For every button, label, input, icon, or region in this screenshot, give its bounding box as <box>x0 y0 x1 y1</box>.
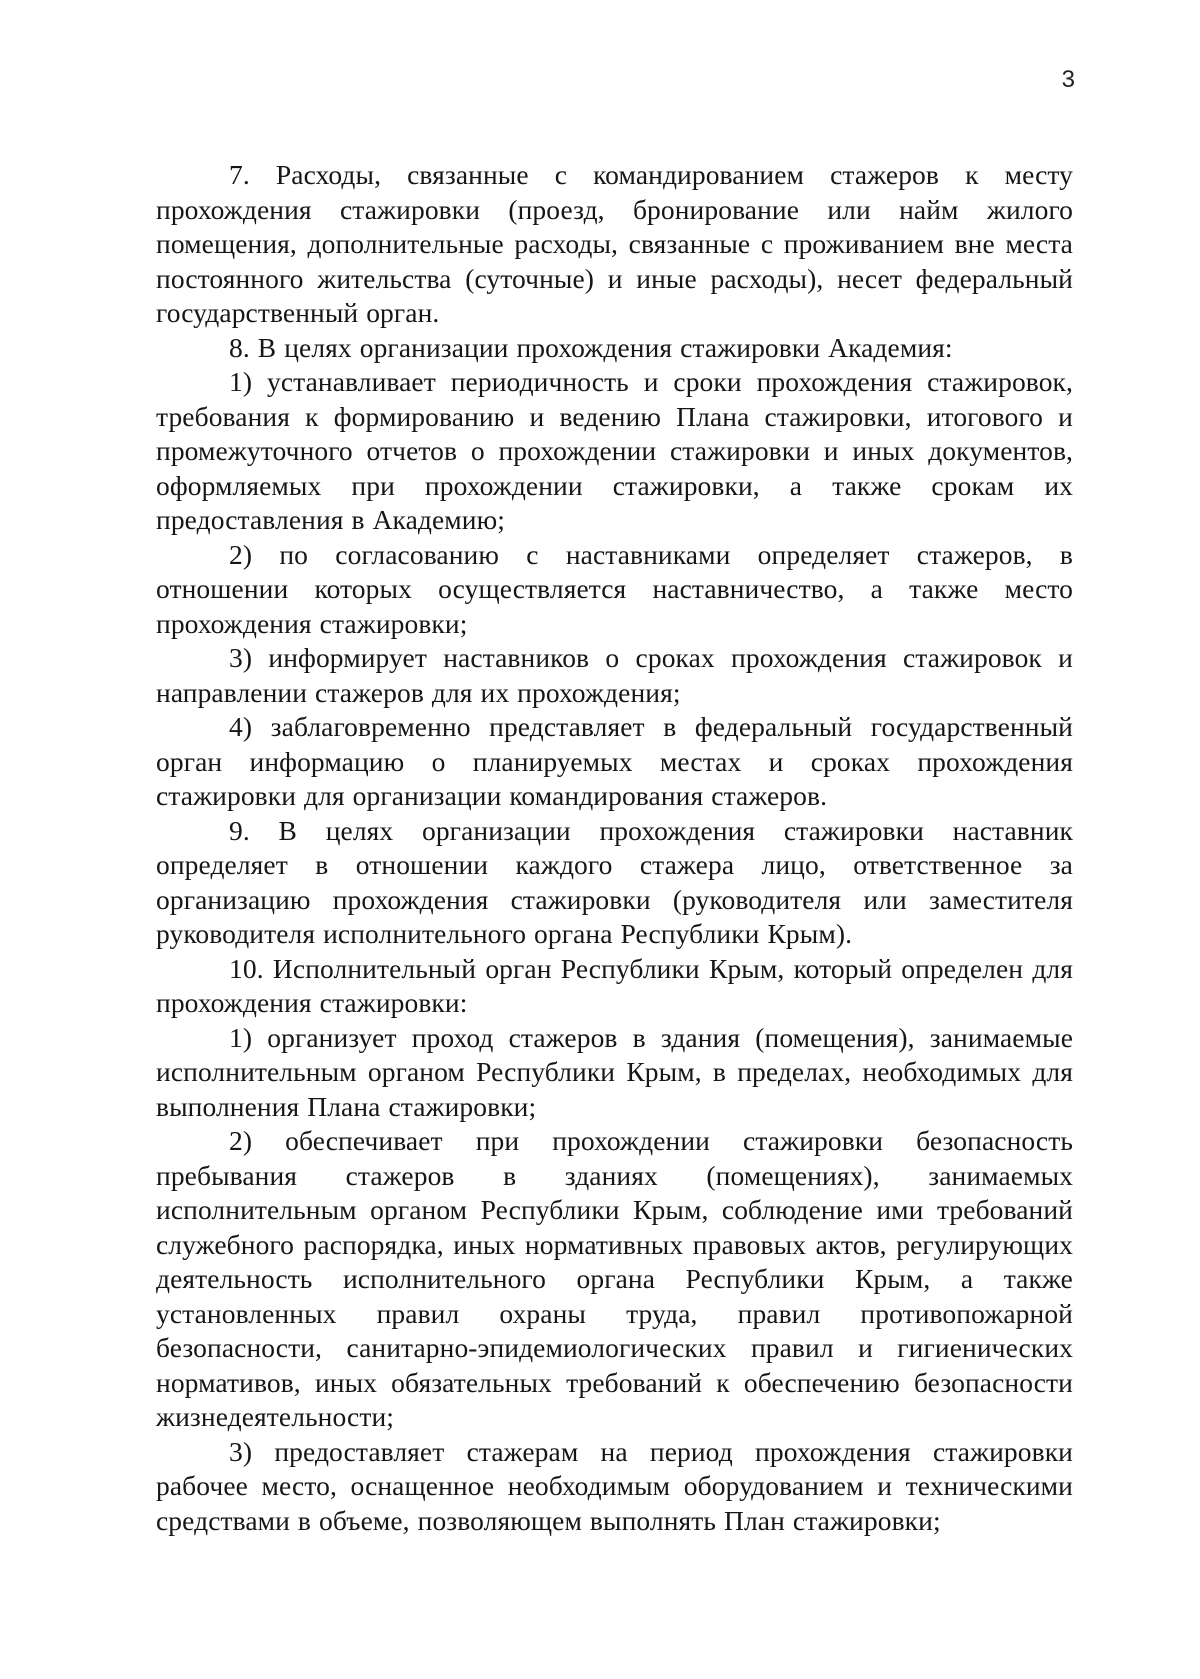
paragraph-10-item-1: 1) организует проход стажеров в здания (помещения), занимаемые исполнительным органом Республики Крым, в пределах, необходимых для выполнения Плана стажировки; <box>156 1021 1073 1122</box>
paragraph-8-item-2: 2) по согласованию с наставниками определяет стажеров, в отношении которых осуществляется наставничество, а также место прохождения стажировки; <box>156 538 1073 639</box>
paragraph-7: 7. Расходы, связанные с командированием стажеров к месту прохождения стажировки (проезд, бронирование или найм жилого помещения, дополнительные расходы, связанные с проживанием вне места постоянного жительства (суточные) и иные расходы), несет федеральный государственный орган. <box>156 159 1073 328</box>
page-number: 3 <box>1061 66 1075 93</box>
paragraph-8-item-4: 4) заблаговременно представляет в федеральный государственный орган информацию о планируемых местах и сроках прохождения стажировки для организации командирования стажеров. <box>156 711 1073 811</box>
paragraph-8-item-1: 1) устанавливает периодичность и сроки прохождения стажировок, требования к формированию и ведению Плана стажировки, итогового и промежуточного отчетов о прохождении стажировки и иных документов, оформляемых при прохождении стажировки, а также срокам их предоставления в Академию; <box>156 366 1073 535</box>
paragraph-9: 9. В целях организации прохождения стажировки наставник определяет в отношении каждого стажера лицо, ответственное за организацию прохождения стажировки (руководителя или заместителя руководителя исполнительного органа Республики Крым). <box>156 814 1073 949</box>
paragraph-10-item-3: 3) предоставляет стажерам на период прохождения стажировки рабочее место, оснащенное необходимым оборудованием и техническими средствами в объеме, позволяющем выполнять План стажировки; <box>156 1435 1073 1536</box>
paragraph-8: 8. В целях организации прохождения стажировки Академия: <box>229 331 953 363</box>
document-body <box>156 158 1073 1538</box>
paragraph-8-item-3: 3) информирует наставников о сроках прохождения стажировок и направлении стажеров для их прохождения; <box>156 642 1073 708</box>
paragraph-10-item-2: 2) обеспечивает при прохождении стажировки безопасность пребывания стажеров в зданиях (помещениях), занимаемых исполнительным органом Республики Крым, соблюдение ими требований служебного распорядка, иных нормативных правовых актов, регулирующих деятельность исполнительного органа Республики Крым, а также установленных правил охраны труда, правил противопожарной безопасности, санитарно-эпидемиологических правил и гигиенических нормативов, иных обязательных требований к обеспечению безопасности жизнедеятельности; <box>156 1125 1073 1432</box>
paragraph-10: 10. Исполнительный орган Республики Крым, который определен для прохождения стажировки: <box>156 952 1073 1018</box>
